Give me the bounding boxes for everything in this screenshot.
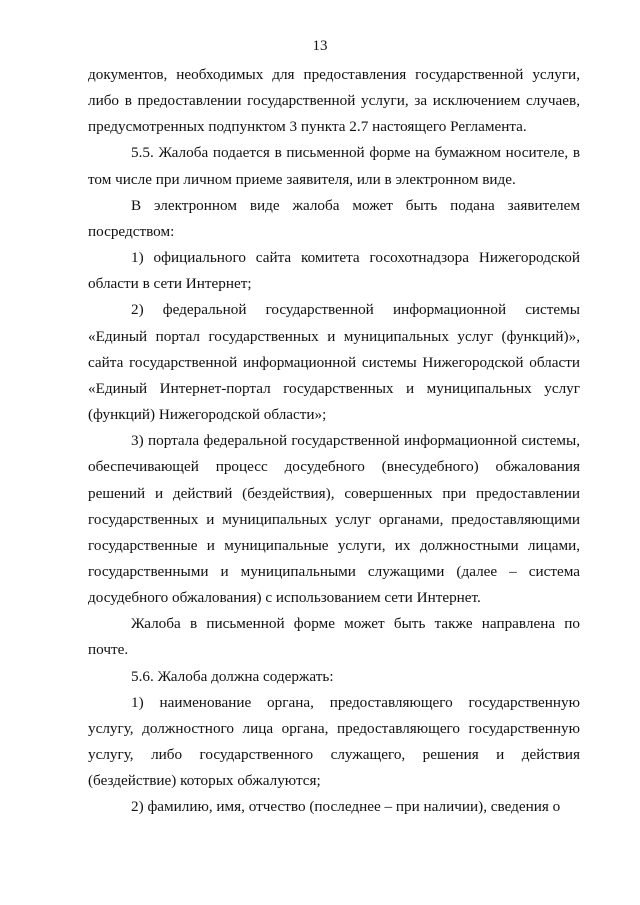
paragraph-continuation: документов, необходимых для предоставления государственной услуги, либо в предоставлении государственной услуги, за исключением случаев, предусмотренных подпунктом 3 пункта 2.7 настоящего Регламента. [88,66,580,136]
list-item-applicant-name: 2) фамилию, имя, отчество (последнее – при наличии), сведения о [131,798,561,816]
list-item-unified-portal: 2) федеральной государственной информационной системы «Единый портал государственных и муниципальных услуг (функций)», сайта государственной информационной системы Нижегородской области «Единый Интернет-портал государственных и муниципальных услуг (функций) Нижегородской области»; [88,301,580,424]
list-item-authority-name: 1) наименование органа, предоставляющего государственную услугу, должностного лица органа, предоставляющего государственную услугу, либо государственного служащего, решения и действия (бездействие) которых обжалуются; [88,693,580,790]
paragraph-electronic-form: В электронном виде жалоба может быть подана заявителем посредством: [88,196,580,240]
page-number: 13 [312,38,328,54]
list-item-appeal-system-portal: 3) портала федеральной государственной информационной системы, обеспечивающей процесс досудебного (внесудебного) обжалования решений и действий (бездействия), совершенных при предоставлении государственных и муниципальных услуг органами, предоставляющими государственные и муниципальные услуги, их должностными лицами, государственными и муниципальными служащими (далее – система досудебного обжалования) с использованием сети Интернет. [88,432,580,607]
paragraph-postal-complaint: Жалоба в письменной форме может быть также направлена по почте. [88,615,580,659]
list-item-official-site: 1) официального сайта комитета госохотнадзора Нижегородской области в сети Интернет; [88,249,580,293]
document-body [88,62,580,821]
paragraph-5-6: 5.6. Жалоба должна содержать: [131,667,334,685]
paragraph-5-5: 5.5. Жалоба подается в письменной форме на бумажном носителе, в том числе при личном приеме заявителя, или в электронном виде. [88,144,580,188]
